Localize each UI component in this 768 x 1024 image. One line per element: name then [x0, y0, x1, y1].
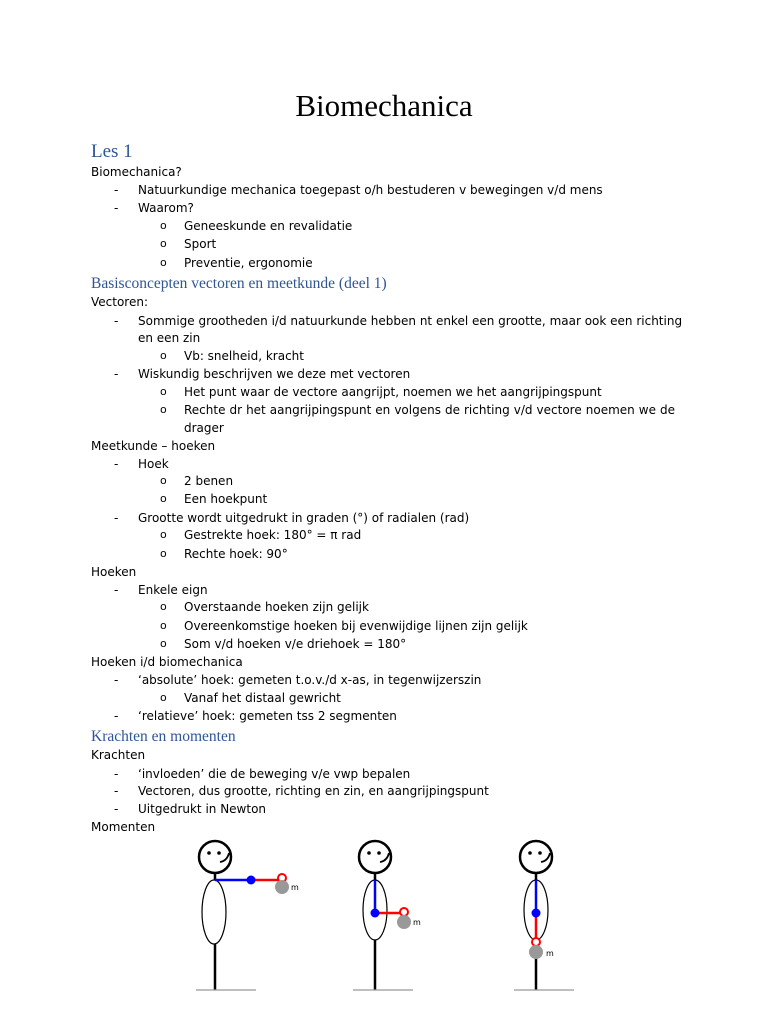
circle-bullet: o: [160, 474, 167, 487]
list-item: ‘relatieve’ hoek: gemeten tss 2 segmenten: [138, 709, 397, 723]
circle-bullet: o: [160, 256, 167, 269]
list-item: Geneeskunde en revalidatie: [184, 219, 353, 233]
stick-figure-extended-arm: [196, 841, 299, 990]
circle-bullet: o: [160, 528, 167, 541]
list-item: Een hoekpunt: [184, 492, 268, 506]
dash-bullet: -: [114, 511, 119, 525]
heading-krachten-momenten: Krachten en momenten: [91, 728, 236, 745]
circle-bullet: o: [160, 219, 167, 232]
list-item: Preventie, ergonomie: [184, 256, 313, 270]
circle-bullet: o: [160, 349, 167, 362]
list-item: Vectoren, dus grootte, richting en zin, en aangrijpingspunt: [138, 784, 489, 798]
list-item: Enkele eign: [138, 583, 208, 597]
list-item: Overstaande hoeken zijn gelijk: [184, 600, 369, 614]
mass-weight: [397, 915, 411, 929]
figure-eye: [377, 851, 381, 855]
mass-weight: [275, 880, 289, 894]
list-item: Wiskundig beschrijven we deze met vectoren: [138, 367, 411, 381]
circle-bullet: o: [160, 492, 167, 505]
list-item: Rechte dr het aangrijpingspunt en volgens de richting v/d vectore noemen we de: [184, 403, 675, 417]
elbow-joint: [532, 909, 541, 918]
list-item: Het punt waar de vectore aangrijpt, noemen we het aangrijpingspunt: [184, 385, 602, 399]
mass-label: m: [291, 883, 299, 892]
elbow-joint: [247, 876, 256, 885]
dash-bullet: -: [114, 784, 119, 798]
dash-bullet: -: [114, 583, 119, 597]
dash-bullet: -: [114, 367, 119, 381]
list-item: Hoek: [138, 457, 169, 471]
list-item: Rechte hoek: 90°: [184, 547, 288, 561]
dash-bullet: -: [114, 457, 119, 471]
list-item: Sommige grootheden i/d natuurkunde hebben nt enkel een grootte, maar ook een richting: [138, 314, 683, 328]
heading-les1: Les 1: [91, 141, 133, 162]
dash-bullet: -: [114, 201, 119, 215]
list-item: ‘absolute’ hoek: gemeten t.o.v./d x-as, in tegenwijzerszin: [138, 673, 482, 687]
list-item: 2 benen: [184, 474, 234, 488]
figure-head: [199, 841, 231, 873]
text-krachten: Krachten: [91, 748, 146, 762]
figure-eye: [207, 851, 211, 855]
stick-figure-hanging-arm: [514, 841, 574, 990]
mass-label: m: [413, 918, 421, 927]
text-hoeken-biomechanica: Hoeken i/d biomechanica: [91, 655, 243, 669]
text-vectoren: Vectoren:: [91, 295, 149, 309]
circle-bullet: o: [160, 619, 167, 632]
list-item: Grootte wordt uitgedrukt in graden (°) of radialen (rad): [138, 511, 470, 525]
text-momenten: Momenten: [91, 820, 156, 834]
dash-bullet: -: [114, 802, 119, 816]
list-item-continued: drager: [184, 421, 224, 435]
list-item: ‘invloeden’ die de beweging v/e vwp bepalen: [138, 767, 411, 781]
list-item: Uitgedrukt in Newton: [138, 802, 267, 816]
text-meetkunde: Meetkunde – hoeken: [91, 439, 216, 453]
figure-eye: [538, 851, 542, 855]
figure-eye: [528, 851, 532, 855]
list-item: Vanaf het distaal gewricht: [184, 691, 341, 705]
mass-label: m: [546, 949, 554, 958]
figure-head: [359, 841, 391, 873]
hand-joint: [532, 938, 540, 946]
circle-bullet: o: [160, 637, 167, 650]
list-item: Sport: [184, 237, 217, 251]
dash-bullet: -: [114, 709, 119, 723]
elbow-joint: [371, 909, 380, 918]
figure-head: [520, 841, 552, 873]
page-title: Biomechanica: [295, 88, 473, 123]
circle-bullet: o: [160, 547, 167, 560]
dash-bullet: -: [114, 314, 119, 328]
mass-weight: [529, 945, 543, 959]
text-intro: Biomechanica?: [91, 165, 182, 179]
list-item-continued: en een zin: [138, 331, 201, 345]
list-item: Som v/d hoeken v/e driehoek = 180°: [184, 637, 407, 651]
circle-bullet: o: [160, 385, 167, 398]
figure-torso: [202, 880, 226, 944]
list-item: Gestrekte hoek: 180° = π rad: [184, 528, 362, 542]
heading-basisconcepten: Basisconcepten vectoren en meetkunde (deel 1): [91, 275, 387, 292]
dash-bullet: -: [114, 767, 119, 781]
figure-eye: [367, 851, 371, 855]
stick-figure-flexed-arm: [353, 841, 421, 990]
text-hoeken: Hoeken: [91, 565, 137, 579]
dash-bullet: -: [114, 183, 119, 197]
list-item: Overeenkomstige hoeken bij evenwijdige lijnen zijn gelijk: [184, 619, 528, 633]
list-item: Vb: snelheid, kracht: [184, 349, 304, 363]
hand-joint: [400, 908, 408, 916]
list-item: Natuurkundige mechanica toegepast o/h bestuderen v bewegingen v/d mens: [138, 183, 603, 197]
circle-bullet: o: [160, 600, 167, 613]
circle-bullet: o: [160, 403, 167, 416]
circle-bullet: o: [160, 691, 167, 704]
list-item: Waarom?: [138, 201, 194, 215]
dash-bullet: -: [114, 673, 119, 687]
circle-bullet: o: [160, 237, 167, 250]
figure-eye: [217, 851, 221, 855]
